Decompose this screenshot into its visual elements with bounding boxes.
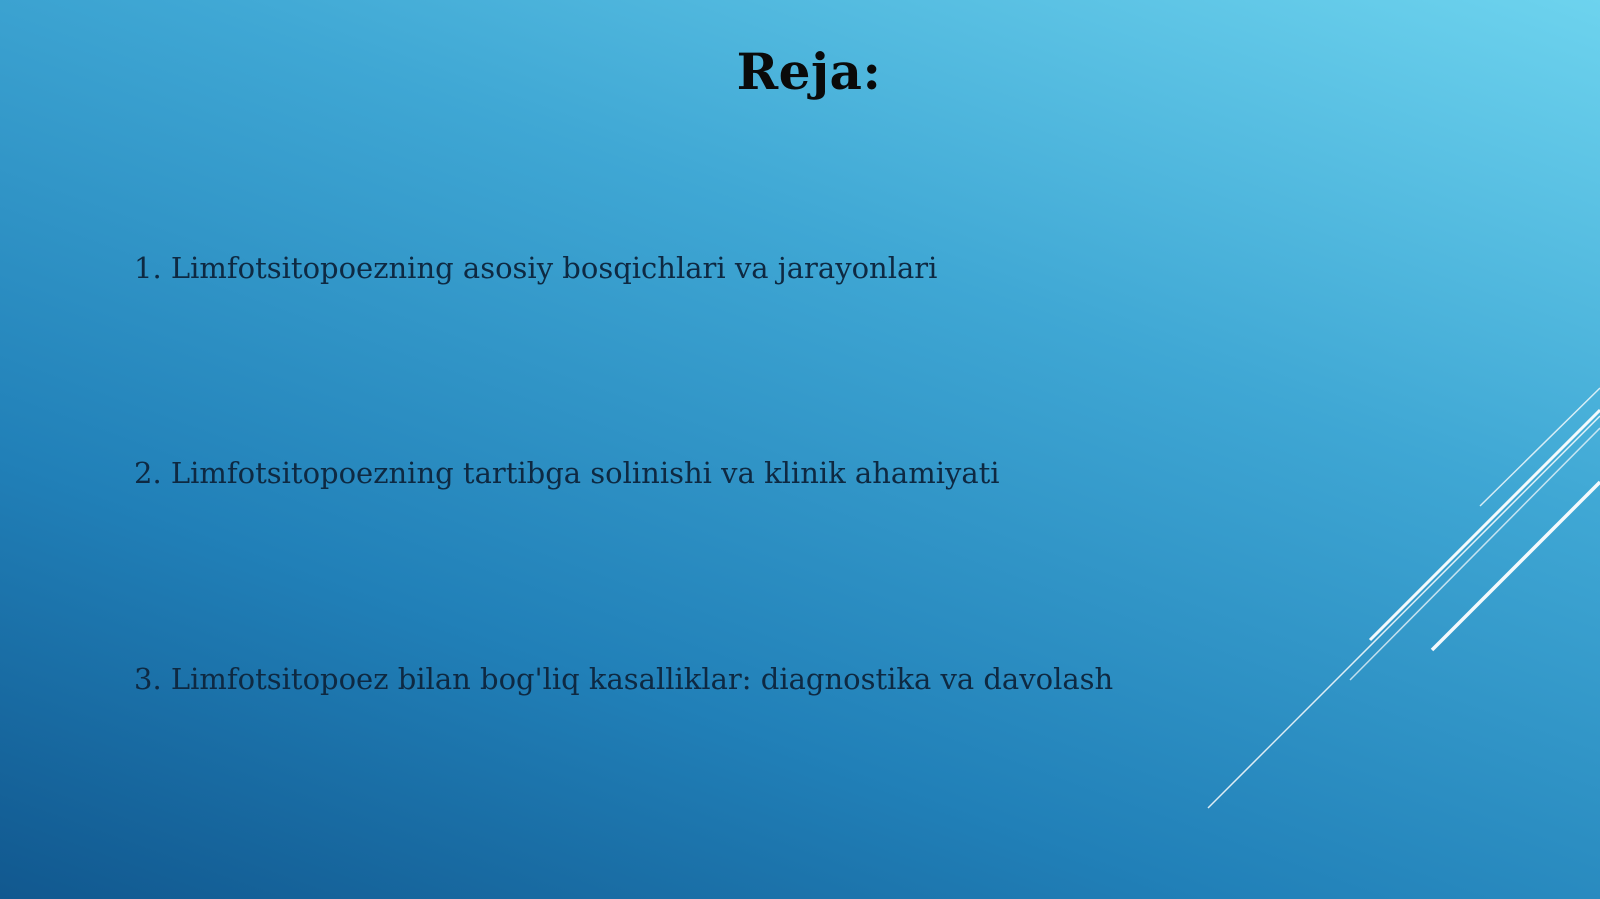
slide-title: Reja:	[736, 42, 882, 101]
decor-line-4	[1432, 482, 1600, 650]
decor-line-2	[1370, 410, 1600, 640]
agenda-item-3: 3. Limfotsitopoez bilan bog'liq kasalliklar: diagnostika va davolash	[134, 662, 1114, 696]
agenda-item-1: 1. Limfotsitopoezning asosiy bosqichlari va jarayonlari	[134, 251, 938, 285]
agenda-item-2: 2. Limfotsitopoezning tartibga solinishi va klinik ahamiyati	[134, 456, 1000, 490]
decor-line-1	[1480, 388, 1600, 506]
decor-line-3	[1350, 428, 1600, 680]
decor-line-5	[1208, 416, 1600, 808]
